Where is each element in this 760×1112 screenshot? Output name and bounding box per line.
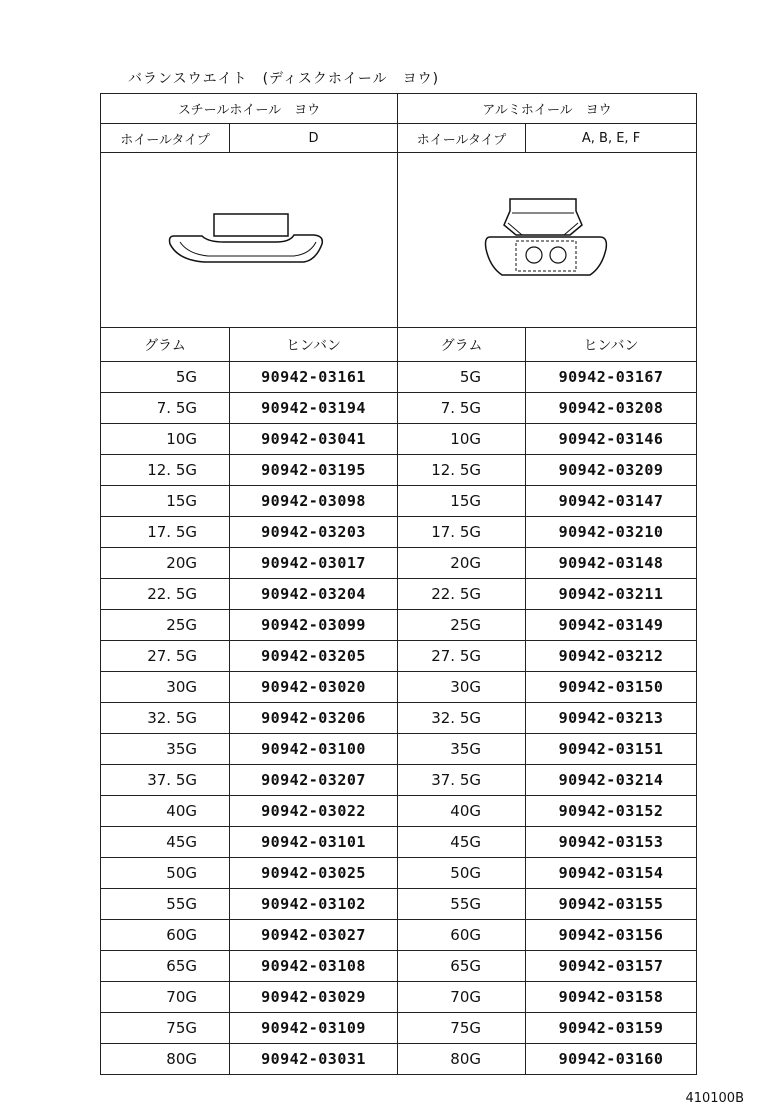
- alum-part-number-cell: 90942-03147: [526, 486, 697, 517]
- alum-gram-cell: 45G: [398, 827, 526, 858]
- table-row: [101, 641, 697, 672]
- steel-gram-cell: 75G: [101, 1013, 230, 1044]
- table-row: [101, 517, 697, 548]
- alum-gram-cell: 75G: [398, 1013, 526, 1044]
- alum-part-number-cell: 90942-03155: [526, 889, 697, 920]
- table-row: [101, 424, 697, 455]
- steel-part-number-cell: 90942-03022: [230, 796, 398, 827]
- alum-weight-illustration-cell: [398, 153, 697, 328]
- steel-type-value: D: [230, 124, 398, 153]
- steel-wheel-header: スチールホイール ヨウ: [101, 94, 398, 124]
- steel-gram-cell: 70G: [101, 982, 230, 1013]
- steel-gram-cell: 32. 5G: [101, 703, 230, 734]
- alum-wheel-header: アルミホイール ヨウ: [398, 94, 697, 124]
- alum-gram-cell: 40G: [398, 796, 526, 827]
- alum-gram-cell: 20G: [398, 548, 526, 579]
- steel-part-number-cell: 90942-03031: [230, 1044, 398, 1075]
- table-row: [101, 455, 697, 486]
- alum-part-number-cell: 90942-03208: [526, 393, 697, 424]
- alum-part-number-cell: 90942-03210: [526, 517, 697, 548]
- alum-part-header: ヒンバン: [526, 328, 697, 362]
- alum-gram-cell: 17. 5G: [398, 517, 526, 548]
- alum-part-number-cell: 90942-03150: [526, 672, 697, 703]
- alum-gram-cell: 5G: [398, 362, 526, 393]
- steel-part-number-cell: 90942-03027: [230, 920, 398, 951]
- steel-gram-cell: 65G: [101, 951, 230, 982]
- alum-gram-cell: 50G: [398, 858, 526, 889]
- alum-part-number-cell: 90942-03209: [526, 455, 697, 486]
- table-row: [101, 1044, 697, 1075]
- steel-gram-cell: 35G: [101, 734, 230, 765]
- alum-part-number-cell: 90942-03153: [526, 827, 697, 858]
- alum-part-number-cell: 90942-03157: [526, 951, 697, 982]
- alum-part-number-cell: 90942-03159: [526, 1013, 697, 1044]
- steel-type-label: ホイールタイプ: [101, 124, 230, 153]
- table-row: [101, 579, 697, 610]
- steel-gram-cell: 12. 5G: [101, 455, 230, 486]
- table-row: [101, 393, 697, 424]
- table-row: [101, 672, 697, 703]
- steel-gram-cell: 30G: [101, 672, 230, 703]
- steel-gram-cell: 55G: [101, 889, 230, 920]
- document-code: 410100B: [685, 1091, 744, 1106]
- table-row: [101, 889, 697, 920]
- alum-gram-cell: 65G: [398, 951, 526, 982]
- steel-gram-cell: 7. 5G: [101, 393, 230, 424]
- steel-gram-cell: 45G: [101, 827, 230, 858]
- steel-part-number-cell: 90942-03099: [230, 610, 398, 641]
- alum-type-value: A, B, E, F: [526, 124, 697, 153]
- steel-part-number-cell: 90942-03102: [230, 889, 398, 920]
- alum-type-label: ホイールタイプ: [398, 124, 526, 153]
- alum-part-number-cell: 90942-03214: [526, 765, 697, 796]
- alum-gram-cell: 25G: [398, 610, 526, 641]
- steel-part-number-cell: 90942-03100: [230, 734, 398, 765]
- alum-part-number-cell: 90942-03154: [526, 858, 697, 889]
- steel-gram-cell: 5G: [101, 362, 230, 393]
- balance-weight-table: [100, 93, 697, 1075]
- steel-part-number-cell: 90942-03194: [230, 393, 398, 424]
- alum-gram-cell: 80G: [398, 1044, 526, 1075]
- alum-part-number-cell: 90942-03160: [526, 1044, 697, 1075]
- steel-gram-cell: 50G: [101, 858, 230, 889]
- alum-part-number-cell: 90942-03148: [526, 548, 697, 579]
- alum-part-number-cell: 90942-03146: [526, 424, 697, 455]
- page-title: バランスウエイト (ディスクホイール ヨウ): [128, 71, 440, 87]
- alum-part-number-cell: 90942-03149: [526, 610, 697, 641]
- alum-gram-cell: 15G: [398, 486, 526, 517]
- steel-gram-cell: 60G: [101, 920, 230, 951]
- steel-gram-cell: 80G: [101, 1044, 230, 1075]
- table-row: [101, 765, 697, 796]
- table-row: [101, 858, 697, 889]
- alum-gram-cell: 70G: [398, 982, 526, 1013]
- table-row: [101, 982, 697, 1013]
- steel-part-number-cell: 90942-03025: [230, 858, 398, 889]
- steel-part-number-cell: 90942-03161: [230, 362, 398, 393]
- table-row: [101, 610, 697, 641]
- alum-gram-cell: 55G: [398, 889, 526, 920]
- steel-part-number-cell: 90942-03207: [230, 765, 398, 796]
- steel-gram-cell: 15G: [101, 486, 230, 517]
- steel-part-number-cell: 90942-03195: [230, 455, 398, 486]
- alum-gram-cell: 35G: [398, 734, 526, 765]
- alum-gram-cell: 60G: [398, 920, 526, 951]
- table-row: [101, 362, 697, 393]
- steel-part-number-cell: 90942-03098: [230, 486, 398, 517]
- alum-part-number-cell: 90942-03152: [526, 796, 697, 827]
- steel-part-number-cell: 90942-03203: [230, 517, 398, 548]
- steel-gram-header: グラム: [101, 328, 230, 362]
- steel-gram-cell: 10G: [101, 424, 230, 455]
- alum-gram-cell: 10G: [398, 424, 526, 455]
- table-row: [101, 734, 697, 765]
- steel-weight-illustration-cell: [101, 153, 398, 328]
- table-row: [101, 486, 697, 517]
- table-row: [101, 920, 697, 951]
- alum-gram-cell: 7. 5G: [398, 393, 526, 424]
- steel-part-number-cell: 90942-03108: [230, 951, 398, 982]
- alum-part-number-cell: 90942-03167: [526, 362, 697, 393]
- alum-part-number-cell: 90942-03211: [526, 579, 697, 610]
- alum-part-number-cell: 90942-03213: [526, 703, 697, 734]
- steel-gram-cell: 27. 5G: [101, 641, 230, 672]
- alum-gram-cell: 30G: [398, 672, 526, 703]
- steel-part-number-cell: 90942-03029: [230, 982, 398, 1013]
- table-row: [101, 827, 697, 858]
- steel-part-number-cell: 90942-03109: [230, 1013, 398, 1044]
- alum-gram-cell: 12. 5G: [398, 455, 526, 486]
- steel-part-header: ヒンバン: [230, 328, 398, 362]
- steel-part-number-cell: 90942-03205: [230, 641, 398, 672]
- alum-gram-cell: 32. 5G: [398, 703, 526, 734]
- steel-part-number-cell: 90942-03206: [230, 703, 398, 734]
- steel-part-number-cell: 90942-03020: [230, 672, 398, 703]
- table-row: [101, 548, 697, 579]
- steel-part-number-cell: 90942-03204: [230, 579, 398, 610]
- steel-gram-cell: 37. 5G: [101, 765, 230, 796]
- steel-gram-cell: 17. 5G: [101, 517, 230, 548]
- alum-gram-header: グラム: [398, 328, 526, 362]
- steel-gram-cell: 22. 5G: [101, 579, 230, 610]
- steel-part-number-cell: 90942-03101: [230, 827, 398, 858]
- alum-part-number-cell: 90942-03151: [526, 734, 697, 765]
- steel-gram-cell: 25G: [101, 610, 230, 641]
- steel-part-number-cell: 90942-03017: [230, 548, 398, 579]
- alum-gram-cell: 27. 5G: [398, 641, 526, 672]
- alum-part-number-cell: 90942-03212: [526, 641, 697, 672]
- alum-part-number-cell: 90942-03158: [526, 982, 697, 1013]
- steel-part-number-cell: 90942-03041: [230, 424, 398, 455]
- steel-gram-cell: 20G: [101, 548, 230, 579]
- alum-gram-cell: 37. 5G: [398, 765, 526, 796]
- table-row: [101, 703, 697, 734]
- steel-clip-weight-icon: [164, 210, 334, 270]
- table-row: [101, 1013, 697, 1044]
- table-row: [101, 951, 697, 982]
- steel-gram-cell: 40G: [101, 796, 230, 827]
- alum-part-number-cell: 90942-03156: [526, 920, 697, 951]
- table-row: [101, 796, 697, 827]
- alum-adhesive-weight-icon: [482, 195, 612, 285]
- alum-gram-cell: 22. 5G: [398, 579, 526, 610]
